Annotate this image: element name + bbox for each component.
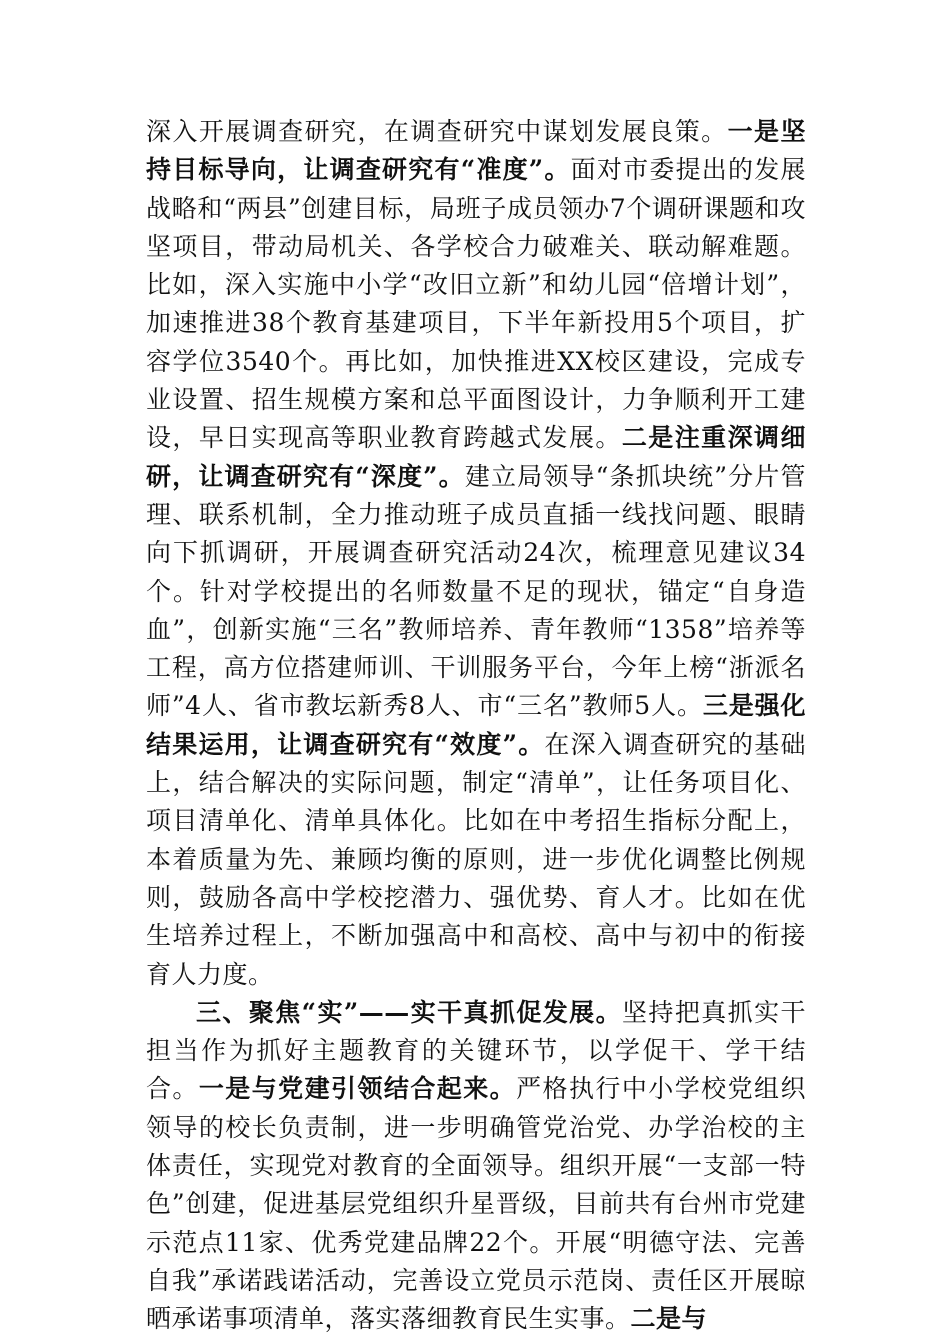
paragraph-research: [146, 113, 806, 994]
paragraph-text: 建立局领导“条抓块统”分片管理、联系机制，全力推动班子成员直插一线找问题、眼睛向下抓调研，开展调查研究活动24次，梳理意见建议34个。针对学校提出的名师数量不足的现状，锚定“自身造血”，创新实施“三名”教师培养、青年教师“1358”培养等工程，高方位搭建师训、干训服务平台，今年上榜“浙派名师”4人、省市教坛新秀8人、市“三名”教师5人。: [146, 461, 806, 721]
bold-heading-second: 二是与: [630, 1304, 708, 1334]
bold-heading-depth: 二是注重深调细研，让调查研究有“深度”。: [146, 423, 806, 491]
paragraph-text: 严格执行中小学校党组织领导的校长负责制，进一步明确管党治党、办学治校的主体责任，实现党对教育的全面领导。组织开展“一支部一特色”创建，促进基层党组织升星晋级，目前共有台州市党建示范点11家、优秀党建品牌22个。开展“明德守法、完善自我”承诺践诺活动，完善设立党员示范岗、责任区开展晾晒承诺事项清单，落实落细教育民生实事。: [146, 1074, 806, 1334]
paragraph-practice: [146, 994, 806, 1339]
bold-heading-effect: 三是强化结果运用，让调查研究有“效度”。: [146, 691, 806, 759]
paragraph-text: 坚持把真抓实干担当作为抓好主题教育的关键环节，以学促干、学干结合。: [146, 997, 806, 1104]
document-body: [146, 113, 806, 1339]
bold-heading-accuracy: 一是坚持目标导向，让调查研究有“准度”。: [146, 117, 806, 185]
paragraph-text: 深入开展调查研究，在调查研究中谋划发展良策。: [146, 117, 728, 146]
section-heading-3: 三、聚焦“实”——实干真抓促发展。: [196, 997, 622, 1027]
paragraph-text: 面对市委提出的发展战略和“两县”创建目标，局班子成员领办7个调研课题和攻坚项目，带动局机关、各学校合力破难关、联动解难题。比如，深入实施中小学“改旧立新”和幼儿园“倍增计划”，加速推进38个教育基建项目，下半年新投用5个项目，扩容学位3540个。再比如，加快推进XX校区建设，完成专业设置、招生规模方案和总平面图设计，力争顺利开工建设，早日实现高等职业教育跨越式发展。: [146, 155, 806, 453]
paragraph-text: 在深入调查研究的基础上，结合解决的实际问题，制定“清单”，让任务项目化、项目清单化、清单具体化。比如在中考招生指标分配上，本着质量为先、兼顾均衡的原则，进一步优化调整比例规则，鼓励各高中学校挖潜力、强优势、育人才。比如在优生培养过程上，不断加强高中和高校、高中与初中的衔接育人力度。: [146, 729, 806, 989]
bold-heading-party-building: 一是与党建引领结合起来。: [198, 1074, 517, 1104]
